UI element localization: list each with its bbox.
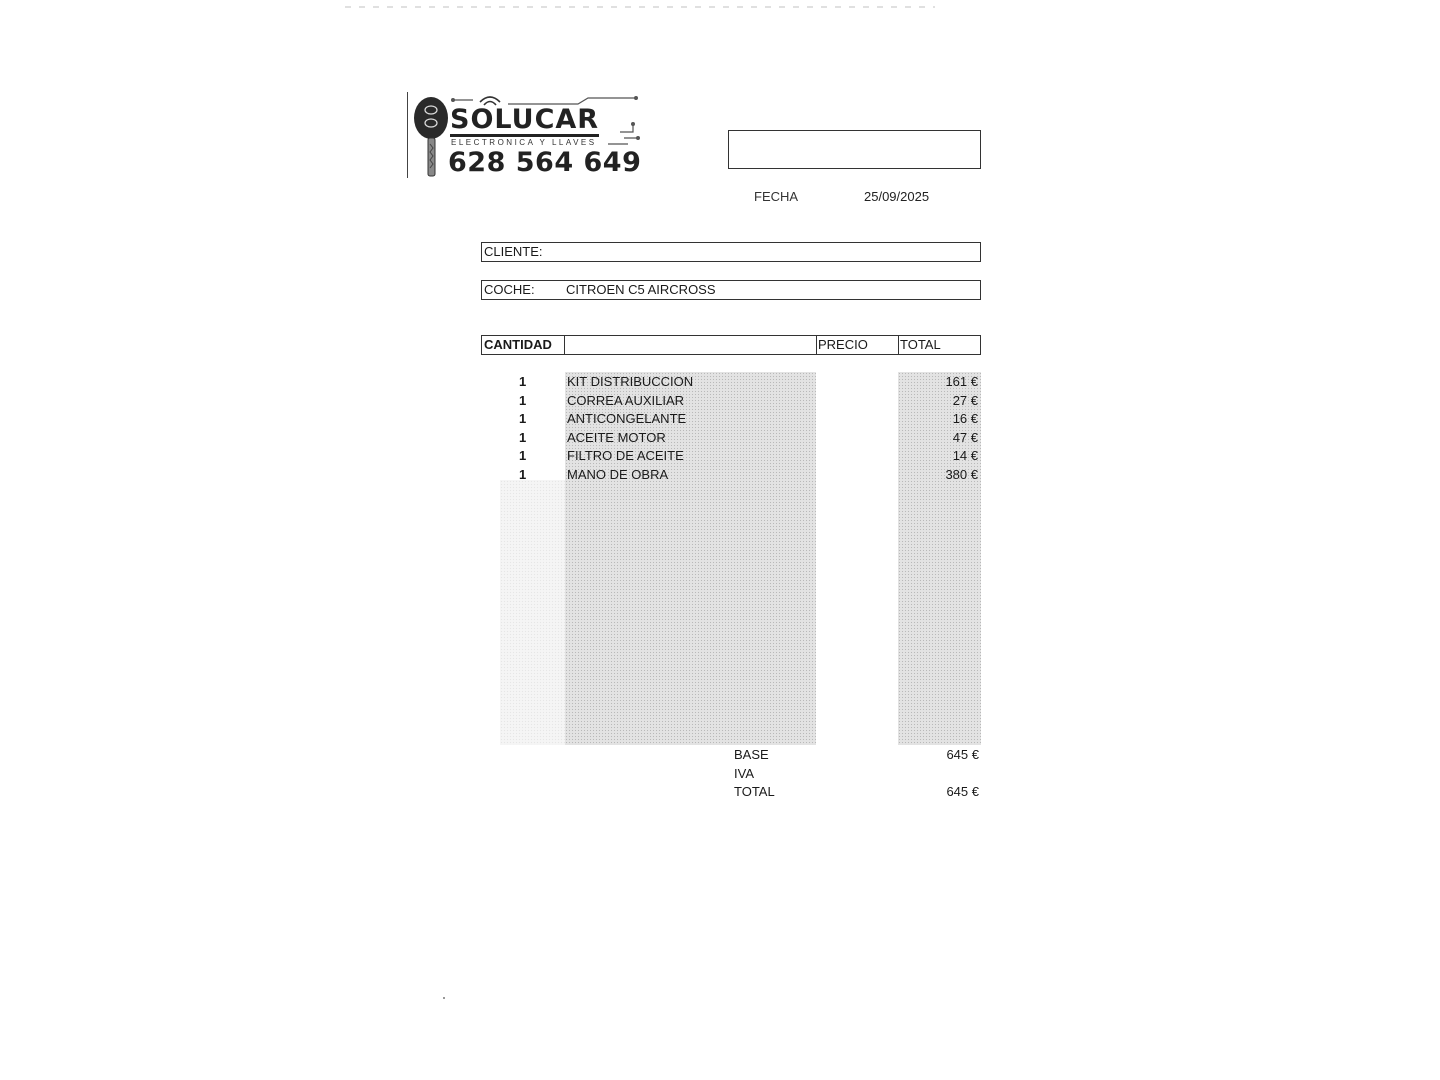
total-label: TOTAL — [734, 784, 775, 799]
date-value: 25/09/2025 — [864, 189, 930, 204]
row-description: ANTICONGELANTE — [567, 411, 687, 427]
row-quantity: 1 — [519, 392, 527, 408]
row-total: 380 € — [945, 466, 978, 482]
brand-tagline: ELECTRONICA Y LLAVES — [451, 138, 597, 147]
column-header-description — [564, 336, 817, 354]
table-row — [481, 374, 981, 393]
logo-divider — [407, 92, 408, 178]
row-total: 27 € — [952, 392, 978, 408]
iva-label: IVA — [734, 766, 754, 781]
date-label: FECHA — [754, 189, 799, 204]
row-total: 47 € — [952, 429, 978, 445]
row-quantity: 1 — [519, 411, 527, 427]
row-description: MANO DE OBRA — [567, 466, 669, 482]
client-field — [481, 242, 981, 262]
table-row — [481, 448, 981, 467]
line-items — [481, 374, 981, 486]
brand-phone: 628 564 649 — [448, 147, 642, 178]
car-value: CITROEN C5 AIRCROSS — [566, 282, 716, 297]
row-description: FILTRO DE ACEITE — [567, 448, 684, 464]
column-header-quantity: CANTIDAD — [482, 336, 565, 354]
row-quantity: 1 — [519, 374, 527, 389]
row-description: ACEITE MOTOR — [567, 429, 666, 445]
table-row — [481, 411, 981, 430]
total-value: 645 € — [946, 784, 979, 799]
base-label: BASE — [734, 747, 769, 762]
brand-name: SOLUCAR — [450, 104, 600, 135]
table-header — [481, 335, 981, 355]
invoice-number-box — [728, 130, 981, 169]
column-header-total: TOTAL — [900, 337, 941, 352]
car-field — [481, 280, 981, 300]
table-row — [481, 467, 981, 486]
table-row — [481, 430, 981, 449]
client-underline — [482, 261, 557, 262]
row-quantity: 1 — [519, 466, 527, 482]
row-description: KIT DISTRIBUCCION — [567, 374, 694, 389]
column-header-price: PRECIO — [816, 336, 899, 354]
row-quantity: 1 — [519, 448, 527, 464]
scan-noise — [345, 6, 935, 8]
quantity-column-shading — [500, 480, 565, 745]
row-quantity: 1 — [519, 429, 527, 445]
car-key-icon — [412, 96, 452, 178]
client-label: CLIENTE: — [484, 244, 543, 259]
table-row — [481, 393, 981, 412]
car-label: COCHE: — [484, 282, 535, 297]
row-total: 16 € — [952, 411, 978, 427]
base-value: 645 € — [946, 747, 979, 762]
scan-speck — [443, 997, 445, 999]
row-total: 161 € — [945, 374, 978, 389]
row-total: 14 € — [952, 448, 978, 464]
row-description: CORREA AUXILIAR — [567, 392, 685, 408]
client-line — [648, 261, 981, 262]
